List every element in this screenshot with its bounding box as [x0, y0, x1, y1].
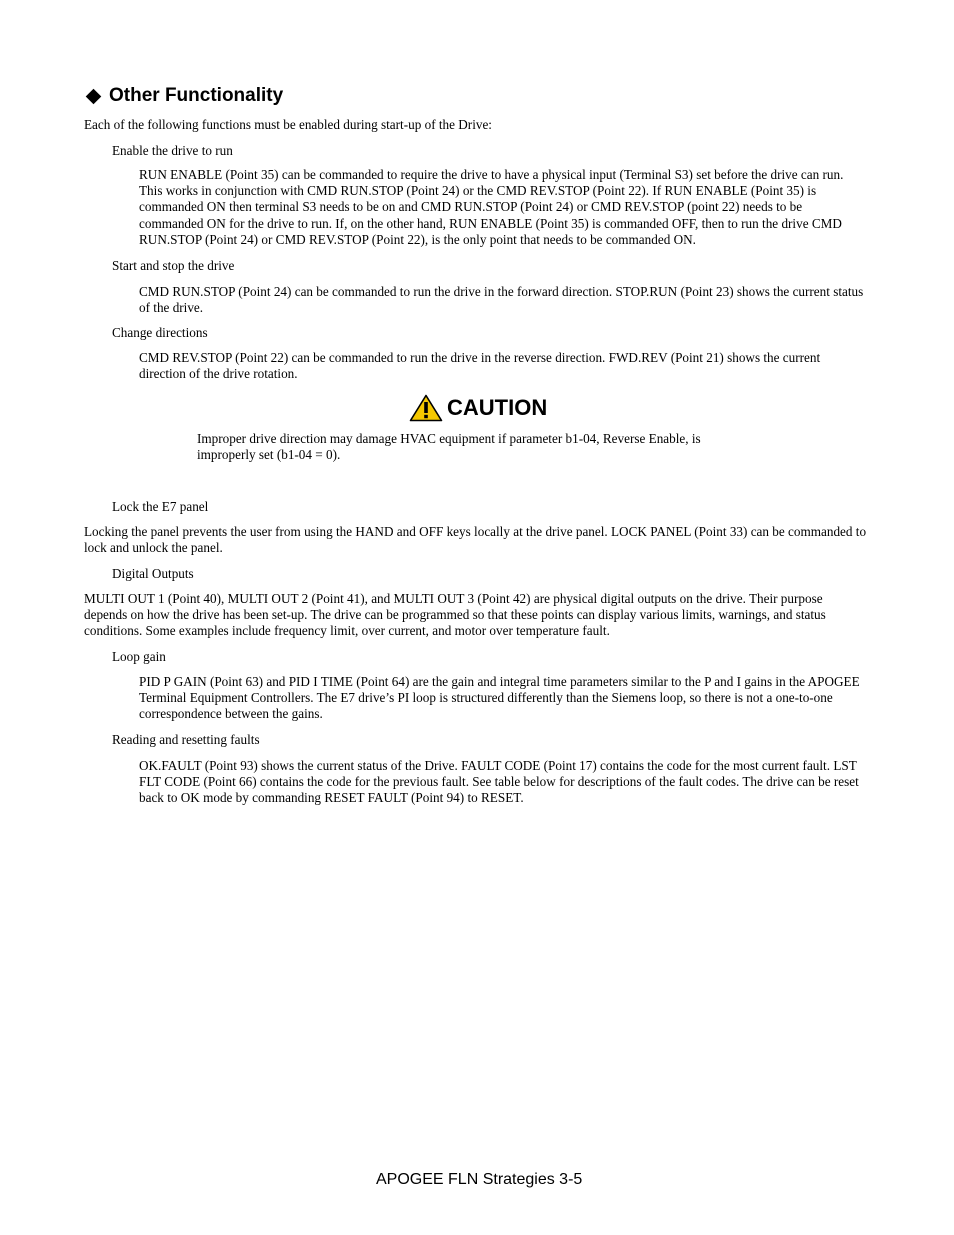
- diamond-bullet-icon: [86, 88, 102, 104]
- subheading-enable: Enable the drive to run: [112, 143, 233, 158]
- page-footer: APOGEE FLN Strategies 3-5: [376, 1171, 583, 1188]
- paragraph-lock: Locking the panel prevents the user from using the HAND and OFF keys locally at the drive panel. LOCK PANEL (Point 33) can be commanded to lock and unlock the panel.: [84, 524, 867, 556]
- paragraph-faults: OK.FAULT (Point 93) shows the current status of the Drive. FAULT CODE (Point 17) contains the code for the most current fault. LST FLT CODE (Point 66) contains the code for the previous fault. See table below for descriptions of the fault codes. The drive can be reset back to OK mode by commanding RESET FAULT (Point 94) to RESET.: [139, 758, 859, 806]
- warning-triangle-icon: [409, 394, 443, 422]
- subheading-lock: Lock the E7 panel: [112, 499, 209, 514]
- paragraph-direction: CMD REV.STOP (Point 22) can be commanded to run the drive in the reverse direction. FWD.REV (Point 21) shows the current direction of the drive rotation.: [139, 350, 821, 382]
- paragraph-start-stop: CMD RUN.STOP (Point 24) can be commanded to run the drive in the forward direction. STOP.RUN (Point 23) shows the current status of the drive.: [139, 284, 864, 316]
- subheading-faults: Reading and resetting faults: [112, 732, 260, 747]
- subheading-direction: Change directions: [112, 325, 208, 340]
- subheading-digital-outputs: Digital Outputs: [112, 566, 194, 581]
- intro-paragraph: Each of the following functions must be enabled during start-up of the Drive:: [84, 117, 492, 132]
- subheading-loop-gain: Loop gain: [112, 649, 166, 664]
- caution-label: CAUTION: [447, 395, 548, 420]
- caution-header: [409, 393, 547, 423]
- section-heading: [84, 84, 283, 108]
- heading-text: Other Functionality: [109, 85, 284, 106]
- paragraph-digital-outputs: MULTI OUT 1 (Point 40), MULTI OUT 2 (Point 41), and MULTI OUT 3 (Point 42) are physical digital outputs on the drive. Their purpose depends on how the drive has been set-up. The drive can be programmed so that these points can display various limits, warnings, and status conditions. Some examples include frequency limit, over current, and motor over temperature fault.: [84, 591, 826, 639]
- paragraph-loop-gain: PID P GAIN (Point 63) and PID I TIME (Point 64) are the gain and integral time parameters similar to the P and I gains in the APOGEE Terminal Equipment Controllers. The E7 drive’s PI loop is structured differently than the Siemens loop, so there is not a one-to-one correspondence between the gains.: [139, 674, 860, 722]
- subheading-start-stop: Start and stop the drive: [112, 258, 235, 273]
- paragraph-enable: RUN ENABLE (Point 35) can be commanded to require the drive to have a physical input (Terminal S3) set before the drive can run. This works in conjunction with CMD RUN.STOP (Point 24) or the CMD REV.STOP (Point 22). If RUN ENABLE (Point 35) is commanded ON then terminal S3 needs to be on and CMD RUN.STOP (Point 24) or CMD REV.STOP (point 22) needs to be commanded ON for the drive to run. If, on the other hand, RUN ENABLE (Point 35) is commanded OFF, then to run the drive CMD RUN.STOP (Point 24) or CMD REV.STOP (Point 22), is the only point that needs to be commanded ON.: [139, 167, 844, 247]
- caution-text: Improper drive direction may damage HVAC equipment if parameter b1-04, Reverse Enable, is improperly set (b1-04 = 0).: [197, 431, 701, 463]
